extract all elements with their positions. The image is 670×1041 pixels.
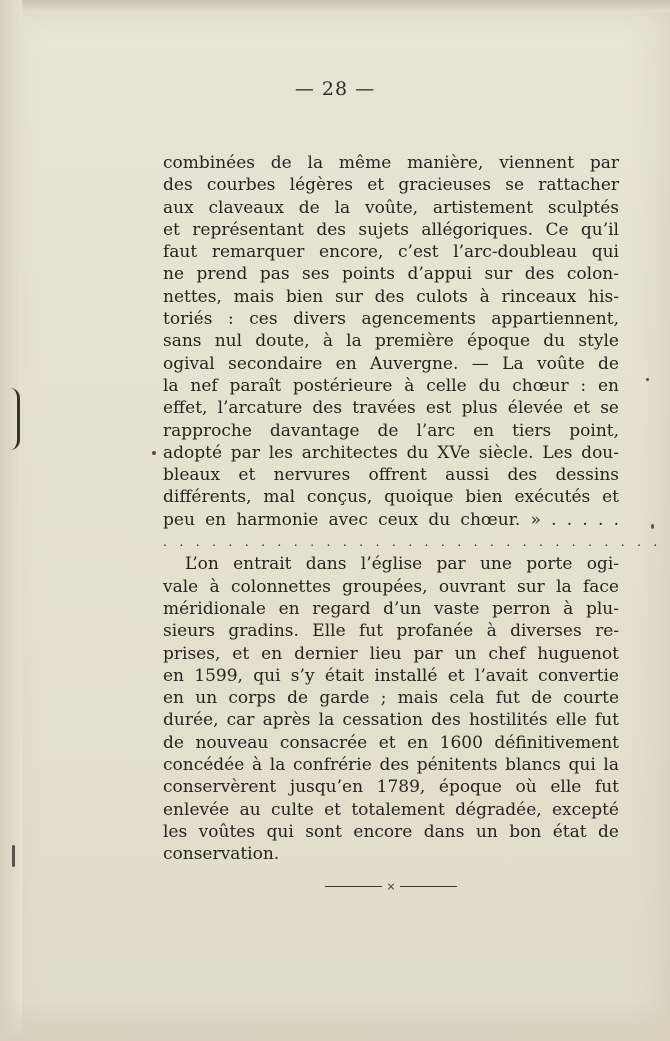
text-line: méridionale en regard d’un vaste perron à plu- xyxy=(163,598,619,619)
separator-rule-left xyxy=(325,886,382,887)
binding-mark xyxy=(10,388,20,450)
page-left-edge xyxy=(0,0,22,1041)
text-line: différents, mal conçus, quoique bien exécutés et xyxy=(163,487,619,508)
ink-speck xyxy=(646,378,649,381)
page-number: — 28 — xyxy=(294,78,376,100)
text-line: concédée à la confrérie des pénitents blancs qui la xyxy=(163,755,619,776)
section-separator xyxy=(325,876,457,896)
text-line: combinées de la même manière, viennent par xyxy=(163,153,619,173)
text-line: vale à colonnettes groupées, ouvrant sur la face xyxy=(163,576,619,597)
body-text xyxy=(163,152,662,866)
page-top-edge xyxy=(0,0,670,12)
separator-ornament: × xyxy=(386,879,396,893)
ellipsis-line: . . . . . . . . . . . . . . . . . . . . . . . . . . . . . . . xyxy=(163,534,662,550)
text-line: bleaux et nervures offrent aussi des dessins xyxy=(163,465,619,486)
text-line: nettes, mais bien sur des culots à rinceaux his- xyxy=(163,286,619,307)
text-line: faut remarquer encore, c’est l’arc-doubleau qui xyxy=(163,242,619,263)
text-line: en 1599, qui s’y était installé et l’avait convertie xyxy=(163,665,619,686)
text-line: en un corps de garde ; mais cela fut de courte xyxy=(163,688,619,709)
text-line: de nouveau consacrée et en 1600 définitivement xyxy=(163,732,619,753)
ink-speck xyxy=(651,524,654,529)
text-line: conservèrent jusqu’en 1789, époque où elle fut xyxy=(163,777,619,798)
text-line: enlevée au culte et totalement dégradée, excepté xyxy=(163,799,619,820)
paragraph-1 xyxy=(163,152,619,531)
page-bottom-edge xyxy=(0,1001,670,1041)
paragraph-2 xyxy=(163,553,619,865)
ink-speck xyxy=(12,845,15,867)
text-line: rapproche davantage de l’arc en tiers point, xyxy=(163,420,619,441)
text-line: la nef paraît postérieure à celle du chœur : en xyxy=(163,375,619,396)
text-line: les voûtes qui sont encore dans un bon état de xyxy=(163,821,619,842)
ink-speck xyxy=(152,451,156,455)
text-line: adopté par les architectes du XVe siècle. Les dou- xyxy=(163,442,619,463)
text-line: et représentant des sujets allégoriques. Ce qu’il xyxy=(163,219,619,240)
text-line: toriés : ces divers agencements appartiennent, xyxy=(163,309,619,330)
text-line: des courbes légères et gracieuses se rattacher xyxy=(163,175,619,196)
text-line: peu en harmonie avec ceux du chœur. » . . . . . xyxy=(163,509,619,530)
text-line: L’on entrait dans l’église par une porte ogi- xyxy=(185,554,619,575)
text-line: ogival secondaire en Auvergne. — La voûte de xyxy=(163,353,619,374)
text-line: aux claveaux de la voûte, artistement sculptés xyxy=(163,197,619,218)
text-line: durée, car après la cessation des hostilités elle fut xyxy=(163,710,619,731)
text-line: ne prend pas ses points d’appui sur des colon- xyxy=(163,264,619,285)
separator-rule-right xyxy=(400,886,457,887)
text-line: prises, et en dernier lieu par un chef huguenot xyxy=(163,643,619,664)
text-line: sans nul doute, à la première époque du style xyxy=(163,331,619,352)
text-line: effet, l’arcature des travées est plus élevée et se xyxy=(163,398,619,419)
text-line: conservation. xyxy=(163,844,280,865)
text-line: sieurs gradins. Elle fut profanée à diverses re- xyxy=(163,621,619,642)
